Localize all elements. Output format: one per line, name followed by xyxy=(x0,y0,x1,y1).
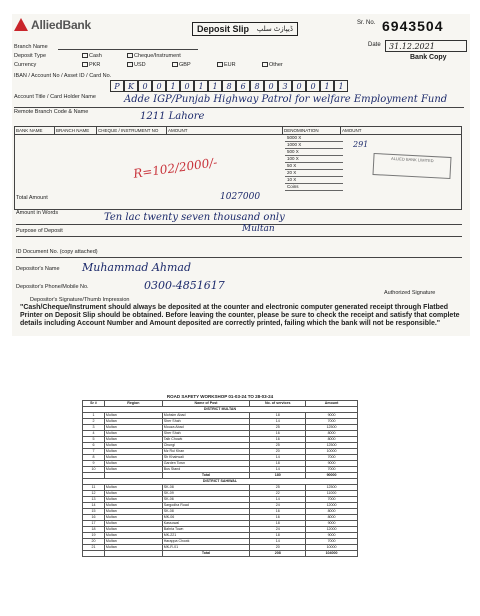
denomination-row: 10 X xyxy=(285,177,343,184)
total-cell: 208 xyxy=(250,551,306,557)
report-title: ROAD SAFETY WORKSHOP 01-03-24 TO 28-03-24 xyxy=(166,394,274,399)
table-cell: 5 xyxy=(83,437,105,443)
account-digit-box: 1 xyxy=(208,80,222,92)
account-title-value: Adde IGP/Punjab Highway Patrol for welfare Employment Fund xyxy=(124,94,448,105)
table-cell: Chungi xyxy=(162,443,250,449)
grid-header-amount-2: AMOUNT xyxy=(342,128,362,133)
table-cell: Kassowal xyxy=(162,521,250,527)
sr-no-label: Sr. No. xyxy=(357,20,376,26)
table-cell: Garden Town xyxy=(162,461,250,467)
table-cell: 8000 xyxy=(306,515,358,521)
slip-title xyxy=(192,22,298,36)
table-cell: Multan xyxy=(104,437,162,443)
total-cell: 180 xyxy=(250,473,306,479)
header-amount: Amount xyxy=(306,401,358,407)
account-digit-box: P xyxy=(110,80,124,92)
denomination-row: Coins xyxy=(285,184,343,191)
table-cell: 7000 xyxy=(306,539,358,545)
table-cell: 20 xyxy=(83,539,105,545)
table-cell: Mouza Abad xyxy=(162,425,250,431)
deposit-type-cheque: Cheque/Instrument xyxy=(127,53,181,59)
currency-usd: USD xyxy=(127,62,146,68)
table-cell: 14 xyxy=(83,503,105,509)
amount-words-line xyxy=(16,224,462,225)
table-cell: Multan xyxy=(104,431,162,437)
amount-words-value: Ten lac twenty seven thousand only xyxy=(104,212,285,223)
table-cell: 18 xyxy=(250,533,306,539)
denomination-row: 1000 X xyxy=(285,142,343,149)
table-cell: 10 xyxy=(83,467,105,473)
depositor-name-value: Muhammad Ahmad xyxy=(82,261,192,274)
denomination-row: 20 X xyxy=(285,170,343,177)
total-amount-label: Total Amount xyxy=(16,195,48,201)
account-title-label: Account Title / Card Holder Name xyxy=(14,94,96,100)
branch-name-line xyxy=(58,49,198,50)
table-cell: 9000 xyxy=(306,413,358,419)
table-cell: 25 xyxy=(250,443,306,449)
total-cell: 104000 xyxy=(306,551,358,557)
account-digit-box: 8 xyxy=(222,80,236,92)
table-cell: Multan xyxy=(104,449,162,455)
table-cell: Multan xyxy=(104,467,162,473)
table-cell: Taib Chowk xyxy=(162,437,250,443)
purpose-label: Purpose of Deposit xyxy=(16,228,63,234)
table-cell: Multan xyxy=(104,533,162,539)
currency-eur: EUR xyxy=(217,62,236,68)
table-cell: Harappa Chowk xyxy=(162,539,250,545)
table-cell: Multan xyxy=(104,509,162,515)
table-cell: 10000 xyxy=(306,545,358,551)
table-cell: 24 xyxy=(250,503,306,509)
slip-title-urdu: ڈیپازٹ سلپ xyxy=(256,26,293,33)
table-cell: SK-08 xyxy=(162,485,250,491)
account-digit-box: 1 xyxy=(320,80,334,92)
table-cell: 18 xyxy=(250,461,306,467)
checkbox-icon xyxy=(127,62,133,67)
table-cell: Multan xyxy=(104,497,162,503)
table-cell: 18 xyxy=(250,521,306,527)
bank-stamp: ALLIED BANK LIMITED xyxy=(372,153,451,179)
table-cell: 20 xyxy=(250,545,306,551)
table-cell: 8000 xyxy=(306,431,358,437)
workshop-report xyxy=(82,393,358,557)
table-cell: Bus Stand xyxy=(162,467,250,473)
id-doc-label: ID Document No. (copy attached) xyxy=(16,249,98,255)
depositor-phone-value: 0300-4851617 xyxy=(144,279,225,292)
table-cell: 9000 xyxy=(306,461,358,467)
table-cell: 1 xyxy=(83,413,105,419)
checkbox-icon xyxy=(172,62,178,67)
table-cell: Multan xyxy=(104,521,162,527)
header-services: No. of services xyxy=(250,401,306,407)
depositor-name-label: Depositor's Name xyxy=(16,266,60,272)
table-cell: 12500 xyxy=(306,425,358,431)
table-cell: SK-08 xyxy=(162,509,250,515)
table-cell: Multan xyxy=(104,527,162,533)
table-cell: 13 xyxy=(83,497,105,503)
table-cell: 6 xyxy=(83,443,105,449)
checkbox-icon xyxy=(217,62,223,67)
table-cell: Multan xyxy=(104,491,162,497)
account-label: IBAN / Account No / Asset ID / Card No. xyxy=(14,73,112,79)
table-cell: 2 xyxy=(83,419,105,425)
total-cell: Total xyxy=(162,551,250,557)
table-cell: 25 xyxy=(250,425,306,431)
table-cell: Multan xyxy=(104,503,162,509)
table-cell: 10000 xyxy=(306,449,358,455)
account-digit-box: 1 xyxy=(194,80,208,92)
date-field: 31.12.2021 xyxy=(385,40,467,52)
id-doc-line xyxy=(16,257,462,258)
branch-name-label: Branch Name xyxy=(14,44,48,50)
table-cell: 9 xyxy=(83,461,105,467)
bank-name: AlliedBank xyxy=(31,18,92,32)
report-table xyxy=(82,400,358,557)
total-cell xyxy=(83,551,105,557)
table-cell: 20 xyxy=(250,449,306,455)
table-cell: MK-221 xyxy=(162,533,250,539)
table-cell: 4 xyxy=(83,431,105,437)
account-digit-box: 6 xyxy=(236,80,250,92)
table-cell: 7000 xyxy=(306,467,358,473)
table-cell: 7000 xyxy=(306,455,358,461)
table-cell: 22 xyxy=(250,491,306,497)
denomination-value: 291 xyxy=(353,140,369,149)
table-cell: Sher Shah xyxy=(162,419,250,425)
table-cell: Sh Khairwali xyxy=(162,455,250,461)
table-cell: Multan xyxy=(104,515,162,521)
amount-words-label: Amount in Words xyxy=(16,210,59,216)
currency-gbp: GBP xyxy=(172,62,191,68)
report-body xyxy=(83,407,358,557)
instrument-grid-header xyxy=(15,127,461,135)
table-cell: 16 xyxy=(250,509,306,515)
table-cell: Multan xyxy=(104,443,162,449)
table-cell: Bahria Town xyxy=(162,527,250,533)
table-cell: 7 xyxy=(83,449,105,455)
table-cell: Sargodha Road xyxy=(162,503,250,509)
checkbox-icon xyxy=(127,53,133,58)
table-cell: 12 xyxy=(83,491,105,497)
section-name: DISTRICT MULTAN xyxy=(83,407,358,413)
table-cell: 12500 xyxy=(306,443,358,449)
table-cell: Sher Shah xyxy=(162,431,250,437)
account-title-line xyxy=(14,107,464,108)
table-cell: Multan xyxy=(104,485,162,491)
table-cell: 18 xyxy=(250,413,306,419)
table-cell: Multan xyxy=(104,419,162,425)
checkbox-icon xyxy=(262,62,268,67)
depositor-phone-label: Depositor's Phone/Mobile No. xyxy=(16,284,89,290)
table-cell: 9000 xyxy=(306,521,358,527)
table-cell: 15 xyxy=(83,509,105,515)
table-cell: 21 xyxy=(83,545,105,551)
account-digit-box: 8 xyxy=(250,80,264,92)
authorized-signature-label: Authorized Signature xyxy=(384,290,436,296)
header-region: Region xyxy=(104,401,162,407)
total-cell xyxy=(104,551,162,557)
bank-copy-label: Bank Copy xyxy=(410,54,447,61)
table-cell: 19 xyxy=(83,533,105,539)
table-cell: 25 xyxy=(250,485,306,491)
table-cell: 8000 xyxy=(306,509,358,515)
table-cell: 9000 xyxy=(306,533,358,539)
denomination-row: 50 X xyxy=(285,163,343,170)
table-cell: 12000 xyxy=(306,527,358,533)
bank-logo xyxy=(14,18,91,32)
checkbox-icon xyxy=(82,62,88,67)
table-cell: 11000 xyxy=(306,491,358,497)
table-cell: SK-06 xyxy=(162,497,250,503)
table-cell: 14 xyxy=(250,497,306,503)
account-digit-box: 0 xyxy=(138,80,152,92)
purpose-line xyxy=(16,236,462,237)
account-digit-box: 0 xyxy=(292,80,306,92)
denomination-list xyxy=(285,135,343,191)
account-digit-box: 0 xyxy=(264,80,278,92)
table-cell: 12000 xyxy=(306,503,358,509)
table-cell: SK-09 xyxy=(162,491,250,497)
table-cell: 3 xyxy=(83,425,105,431)
denomination-row: 100 X xyxy=(285,156,343,163)
table-cell: 11 xyxy=(83,485,105,491)
account-digit-box: 1 xyxy=(166,80,180,92)
grid-header-amount: AMOUNT xyxy=(167,127,283,134)
deposit-slip xyxy=(12,14,470,336)
table-cell: MK-06 xyxy=(162,515,250,521)
red-signature: R=102/2000/- xyxy=(132,155,219,181)
account-digit-box: 0 xyxy=(152,80,166,92)
table-cell: 8 xyxy=(83,455,105,461)
total-amount-value: 1027000 xyxy=(220,192,261,202)
section-total-row xyxy=(83,551,358,557)
table-cell: 7000 xyxy=(306,497,358,503)
grid-header-bank: BANK NAME xyxy=(15,127,55,134)
checkbox-icon xyxy=(82,53,88,58)
denomination-row: 5000 X xyxy=(285,135,343,142)
depositor-signature-label: Depositor's Signature/Thumb Impression xyxy=(30,297,130,303)
table-cell: 12500 xyxy=(306,485,358,491)
allied-bank-logo-icon xyxy=(14,18,28,32)
remote-branch-label: Remote Branch Code & Name xyxy=(14,109,89,115)
section-name: DISTRICT SAHIWAL xyxy=(83,479,358,485)
table-cell: 24 xyxy=(250,527,306,533)
account-digit-box: 3 xyxy=(278,80,292,92)
purpose-value: Multan xyxy=(242,224,275,234)
account-digit-box: 1 xyxy=(334,80,348,92)
table-cell: Multan xyxy=(104,413,162,419)
account-digit-box: 0 xyxy=(306,80,320,92)
header-post: Name of Post xyxy=(162,401,250,407)
date-label: Date xyxy=(368,42,381,48)
table-cell: 16 xyxy=(250,437,306,443)
table-cell: Multan xyxy=(104,425,162,431)
table-cell: 16 xyxy=(250,431,306,437)
total-cell: 90000 xyxy=(306,473,358,479)
table-cell: 8000 xyxy=(306,437,358,443)
table-cell: MK-R-01 xyxy=(162,545,250,551)
table-cell: 14 xyxy=(250,539,306,545)
table-cell: Multan xyxy=(104,539,162,545)
currency-other: Other xyxy=(262,62,283,68)
slip-notice: "Cash/Cheque/Instrument should always be deposited at the counter and electronic computer generated receipt through Flatbed Printer on Deposit Slip should be obtained. Before leaving the counter, please be sure to check the receipt and satisfy that complete details including Account Number and Amount deposited are correctly printed, failing which the bank will not be responsible." xyxy=(20,304,460,327)
table-cell: 14 xyxy=(250,467,306,473)
total-cell: Total xyxy=(162,473,250,479)
table-cell: 17 xyxy=(83,521,105,527)
remote-branch-value: 1211 Lahore xyxy=(140,111,205,122)
account-digit-box: 0 xyxy=(180,80,194,92)
table-cell: 16 xyxy=(83,515,105,521)
account-number-boxes xyxy=(110,80,348,92)
table-cell: 14 xyxy=(250,419,306,425)
currency-pkr: PKR xyxy=(82,62,100,68)
table-cell: Multan xyxy=(104,461,162,467)
serial-number: 6943504 xyxy=(382,18,444,34)
table-cell: 18 xyxy=(83,527,105,533)
currency-label: Currency xyxy=(14,62,37,68)
table-cell: 16 xyxy=(250,515,306,521)
table-cell: Mz Rui Khan xyxy=(162,449,250,455)
table-cell: Mohsim Abad xyxy=(162,413,250,419)
account-digit-box: K xyxy=(124,80,138,92)
slip-title-en: Deposit Slip xyxy=(197,24,250,34)
table-cell: 7000 xyxy=(306,419,358,425)
denomination-row: 500 X xyxy=(285,149,343,156)
table-cell: Multan xyxy=(104,455,162,461)
grid-header-denomination: DENOMINATION xyxy=(283,127,341,134)
table-cell: Multan xyxy=(104,545,162,551)
deposit-type-cash: Cash xyxy=(82,53,102,59)
grid-header-cheque: CHEQUE / INSTRUMENT NO xyxy=(97,127,167,134)
deposit-type-label: Deposit Type xyxy=(14,53,47,59)
table-cell: 14 xyxy=(250,455,306,461)
header-sr: Sr # xyxy=(83,401,105,407)
grid-header-branch: BRANCH NAME xyxy=(55,127,97,134)
